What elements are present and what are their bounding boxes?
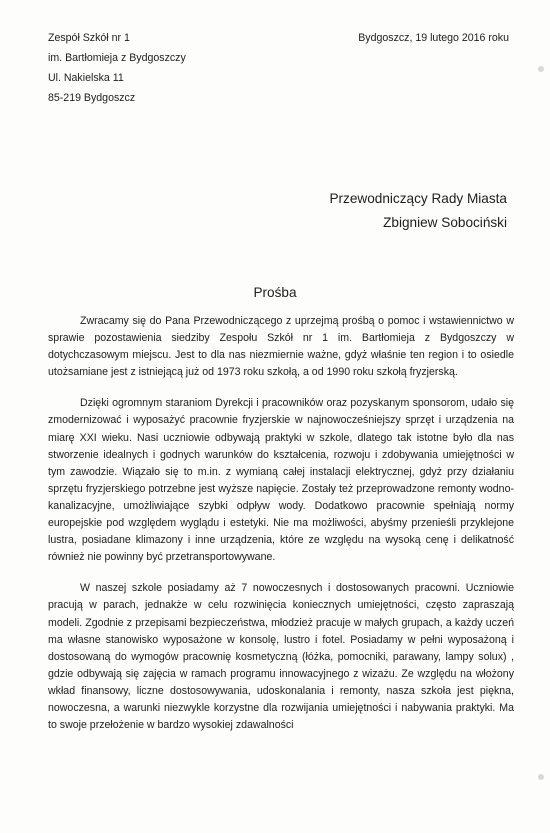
letter-body — [48, 313, 514, 748]
letter-date: Bydgoszcz, 19 lutego 2016 roku — [358, 32, 509, 44]
sender-school-patron: im. Bartłomieja z Bydgoszczy — [48, 52, 186, 64]
sender-address — [48, 28, 186, 108]
recipient-address — [329, 187, 507, 235]
recipient-name: Zbigniew Sobociński — [383, 215, 507, 230]
sender-school-name: Zespół Szkół nr 1 — [48, 32, 130, 44]
body-paragraph: W naszej szkole posiadamy aż 7 nowoczesnych i dostosowanych pracowni. Uczniowie pracują w parach, jednakże w celu rozwinięcia koniecznych umiejętności, często zapraszają modeli. Zgodnie z przepisami bezpieczeństwa, młodzież pracuje w małych grupach, a każdy uczeń ma własne stanowisko wyposażone w konsolę, lustro i fotel. Posiadamy w pełni wyposażoną i dostosowaną do wymogów pracownię kosmetyczną (łóżka, pomocniki, parawany, lampy solux) , gdzie odbywają się zajęcia w ramach programu innowacyjnego z wizażu. Ze względu na włożony wkład finansowy, liczne dostosowywania, udoskonalania i remonty, nasza szkoła jest piękna, nowoczesna, a warunki niezwykle korzystne dla rozwijania umiejętności i nabywania praktyki. Ma to swoje przełożenie w bardzo wysokiej zdawalności — [48, 582, 514, 732]
sender-street: Ul. Nakielska 11 — [48, 72, 124, 84]
letter-title: Prośba — [253, 285, 297, 300]
scan-edge-mark — [538, 66, 544, 72]
body-paragraph: Zwracamy się do Pana Przewodniczącego z uprzejmą prośbą o pomoc i wstawiennictwo w sprawie pozostawienia siedziby Zespołu Szkół nr 1 im. Bartłomieja z Bydgoszczy w dotychczasowym miejscu. Jest to dla nas niezmiernie ważne, gdyż właśnie ten region i to osiedle utożsamiane jest z istniejącą już od 1973 roku szkołą, a od 1990 roku szkołą fryzjerską. — [48, 315, 514, 379]
sender-postal-city: 85-219 Bydgoszcz — [48, 92, 136, 104]
recipient-title: Przewodniczący Rady Miasta — [329, 191, 507, 206]
body-paragraph: Dzięki ogromnym staraniom Dyrekcji i pracowników oraz pozyskanym sponsorom, udało się zmodernizować i wyposażyć pracownie fryzjerskie w najnowocześniejszy sprzęt i urządzenia na miarę XXI wieku. Nasi uczniowie odbywają praktyki w szkole, dlatego tak istotne było dla nas stworzenie idealnych i godnych warunków do kształcenia, rozwoju i zdobywania umiejętności w tym zawodzie. Wiązało się to m.in. z wymianą całej instalacji elektrycznej, gdyż przy działaniu sprzętu fryzjerskiego potrzebne jest wyższe napięcie. Zostały też przeprowadzone remonty wodno-kanalizacyjne, umożliwiające szybki odpływ wody. Dodatkowo pracownie spełniają normy europejskie pod względem wyglądu i estetyki. Nie ma możliwości, abyśmy przenieśli przyklejone lustra, posiadane klimazony i inne urządzenia, które ze względu na wysoką cenę i delikatność również nie powinny być przetransportowywane. — [48, 397, 514, 564]
scan-edge-mark — [538, 774, 544, 780]
